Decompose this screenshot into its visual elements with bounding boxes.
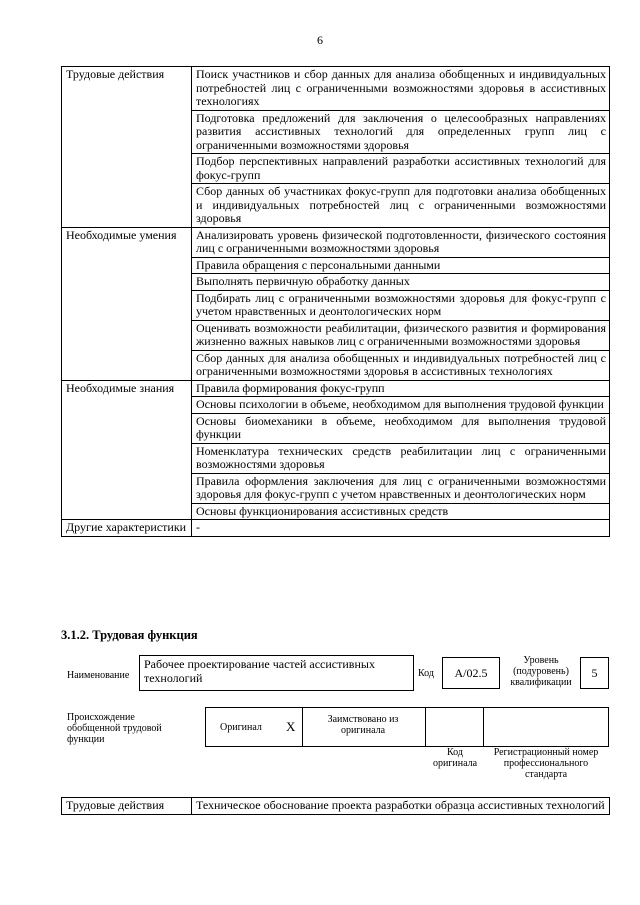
- page-number: 6: [317, 33, 323, 47]
- knowledge-item: Правила формирования фокус-групп: [192, 380, 610, 397]
- function-name-value: Рабочее проектирование частей ассистивных технологий: [139, 655, 414, 691]
- table-row: [62, 520, 610, 537]
- table-row: [62, 67, 610, 111]
- labor-action-item: Сбор данных об участниках фокус-групп для подготовки анализа обобщенных и индивидуальных потребностей лиц с ограниченными возможностями здоровья: [192, 184, 610, 228]
- knowledge-item: Номенклатура технических средств реабилитации лиц с ограниченными возможностями здоровья: [192, 443, 610, 473]
- qualification-level-value: 5: [580, 657, 609, 689]
- labor-action-item: Техническое обоснование проекта разработки образца ассистивных технологий: [192, 798, 610, 815]
- skill-item: Правила обращения с персональными данными: [192, 257, 610, 274]
- original-code-caption: Код оригинала: [432, 747, 478, 769]
- other-characteristics-value: -: [192, 520, 610, 537]
- divider: [483, 708, 484, 746]
- labor-action-item: Подбор перспективных направлений разработки ассистивных технологий для фокус-групп: [192, 154, 610, 184]
- function-code-value: A/02.5: [442, 657, 500, 689]
- labor-function-table: [61, 66, 610, 537]
- required-skills-label: Необходимые умения: [62, 227, 192, 380]
- other-characteristics-label: Другие характеристики: [62, 520, 192, 537]
- knowledge-item: Правила оформления заключения для лиц с ограниченными возможностями здоровья для фокус-групп с учетом нравственных и деонтологических норм: [192, 473, 610, 503]
- knowledge-item: Основы биомеханики в объеме, необходимом для выполнения трудовой функции: [192, 413, 610, 443]
- table-row: [62, 227, 610, 257]
- section-title: 3.1.2. Трудовая функция: [61, 628, 198, 642]
- skill-item: Оценивать возможности реабилитации, физического развития и формирования жизненно важных навыков лиц с ограниченными возможностями здоровья: [192, 320, 610, 350]
- name-label: Наименование: [67, 670, 130, 681]
- borrowed-label: Заимствовано из оригинала: [327, 714, 399, 736]
- table-row: [62, 380, 610, 397]
- registration-number-caption: Регистрационный номер профессионального стандарта: [493, 747, 599, 780]
- skill-item: Подбирать лиц с ограниченными возможностями здоровья для фокус-групп с учетом нравственных и деонтологических норм: [192, 290, 610, 320]
- level-label: Уровень (подуровень) квалификации: [510, 655, 572, 688]
- required-knowledge-label: Необходимые знания: [62, 380, 192, 520]
- divider: [425, 708, 426, 746]
- original-mark: X: [286, 719, 296, 734]
- code-label: Код: [418, 668, 434, 679]
- knowledge-item: Основы функционирования ассистивных средств: [192, 503, 610, 520]
- labor-action-item: Подготовка предложений для заключения о целесообразных направлениях развития ассистивных технологий для определенных групп лиц с ограниченными возможностями здоровья: [192, 110, 610, 154]
- labor-actions-table: [61, 797, 610, 815]
- original-label: Оригинал: [220, 722, 262, 733]
- divider: [302, 708, 303, 746]
- skill-item: Сбор данных для анализа обобщенных и индивидуальных потребностей лиц с ограниченными возможностями здоровья в ассистивных технологиях: [192, 350, 610, 380]
- origin-label: Происхождение обобщенной трудовой функции: [67, 712, 162, 745]
- labor-actions-label: Трудовые действия: [62, 67, 192, 228]
- skill-item: Выполнять первичную обработку данных: [192, 274, 610, 291]
- labor-actions-label: Трудовые действия: [62, 798, 192, 815]
- labor-action-item: Поиск участников и сбор данных для анализа обобщенных и индивидуальных потребностей лиц с ограниченными возможностями здоровья в ассистивных технологиях: [192, 67, 610, 111]
- knowledge-item: Основы психологии в объеме, необходимом для выполнения трудовой функции: [192, 397, 610, 414]
- table-row: [62, 798, 610, 815]
- skill-item: Анализировать уровень физической подготовленности, физического состояния лиц с ограниченными возможностями здоровья: [192, 227, 610, 257]
